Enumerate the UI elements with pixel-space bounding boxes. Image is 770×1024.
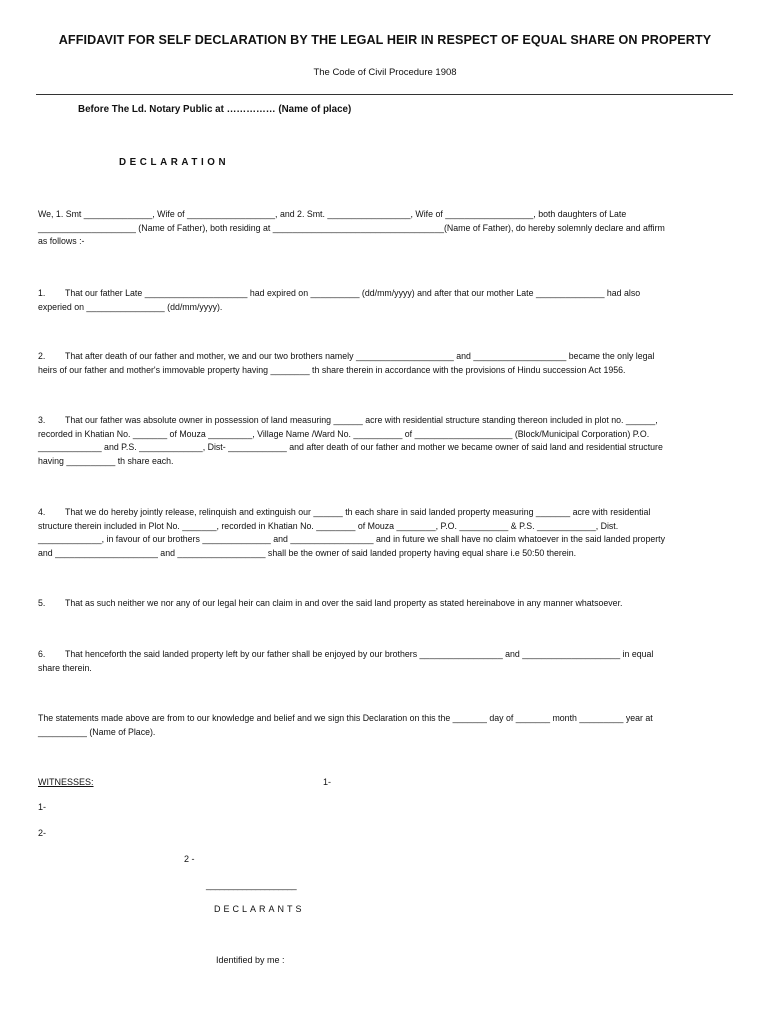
declarant-one-label: 1- <box>323 777 332 787</box>
point-line: That our father Late _____________________ had expired on __________ (dd/mm/yyyy) and after that our mother Late ______________ had also <box>65 288 641 298</box>
intro-line: ____________________ (Name of Father), both residing at ___________________________________(Name of Father), do hereby solemnly declare and affirm <box>38 222 665 233</box>
document-title: AFFIDAVIT FOR SELF DECLARATION BY THE LEGAL HEIR IN RESPECT OF EQUAL SHARE ON PROPERTY <box>58 33 712 47</box>
point-line: heirs of our father and mother's immovable property having ________ th share therein in accordance with the provisions of Hindu succession Act 1956. <box>38 364 626 375</box>
point-line: That as such neither we nor any of our legal heir can claim in and over the said land property as stated hereinabove in any manner whatsoever. <box>65 598 623 608</box>
identified-by-label: Identified by me : <box>216 955 285 965</box>
intro-line: as follows :- <box>38 236 85 247</box>
point-number: 6. <box>38 649 46 659</box>
intro-paragraph <box>38 208 728 249</box>
point-line: recorded in Khatian No. _______ of Mouza _________, Village Name /Ward No. __________ of ____________________ (Block/Municipal Corporation) P.O. <box>38 428 650 439</box>
notary-line: Before The Ld. Notary Public at …………… (Name of place) <box>78 104 352 115</box>
closing-line: The statements made above are from to our knowledge and belief and we sign this Declaration on this the _______ day of _______ month _________ year at <box>38 713 653 723</box>
witness-one-label: 1- <box>38 802 47 812</box>
point-line: structure therein included in Plot No. _______, recorded in Khatian No. ________ of Mouza ________, P.O. __________ & P.S. ____________, Dist. <box>38 520 619 531</box>
point-line: That we do hereby jointly release, relinquish and extinguish our ______ th each share in said landed property measuring _______ acre with residential <box>65 507 651 517</box>
point-number: 3. <box>38 415 46 425</box>
witness-two-label: 2- <box>38 828 47 838</box>
point-2 <box>38 350 728 377</box>
point-6 <box>38 648 728 675</box>
point-line: having __________ th share each. <box>38 455 174 466</box>
point-line: and _____________________ and __________________ shall be the owner of said landed property having equal share i.e 50:50 therein. <box>38 547 577 558</box>
point-number: 2. <box>38 351 46 361</box>
point-line: That after death of our father and mother, we and our two brothers namely ____________________ and ___________________ became the only legal <box>65 351 655 361</box>
intro-line: We, 1. Smt ______________, Wife of __________________, and 2. Smt. _________________, Wife of __________________, both daughters of Late <box>38 209 627 219</box>
point-3 <box>38 414 728 468</box>
point-line: That our father was absolute owner in possession of land measuring ______ acre with residential structure standing thereon included in plot no. ______, <box>65 415 658 425</box>
point-line: _____________, in favour of our brothers ______________ and _________________ and in future we shall have no claim whatoever in the said landed property <box>38 534 666 545</box>
witnesses-label: WITNESSES: <box>38 777 94 787</box>
point-number: 4. <box>38 507 46 517</box>
point-1 <box>38 287 728 314</box>
point-line: share therein. <box>38 662 92 673</box>
point-line: experied on ________________ (dd/mm/yyyy). <box>38 301 223 312</box>
closing-line: __________ (Name of Place). <box>38 726 156 737</box>
point-line: That henceforth the said landed property left by our father shall be enjoyed by our brothers _________________ and ____________________ in equal <box>65 649 654 659</box>
point-number: 5. <box>38 598 46 608</box>
point-number: 1. <box>38 288 46 298</box>
closing-paragraph <box>38 712 728 739</box>
point-4 <box>38 506 728 560</box>
point-5 <box>38 597 728 611</box>
document-subtitle: The Code of Civil Procedure 1908 <box>313 67 457 78</box>
header-divider <box>36 94 733 95</box>
point-line: _____________ and P.S. _____________, Dist- ____________ and after death of our father and mother we became owner of said land and residential structure <box>38 442 663 453</box>
declarants-label: DECLARANTS <box>214 904 305 914</box>
declaration-heading: DECLARATION <box>119 157 230 168</box>
declarant-two-label: 2 - <box>184 854 195 864</box>
signature-line: ____________________ <box>206 880 297 890</box>
